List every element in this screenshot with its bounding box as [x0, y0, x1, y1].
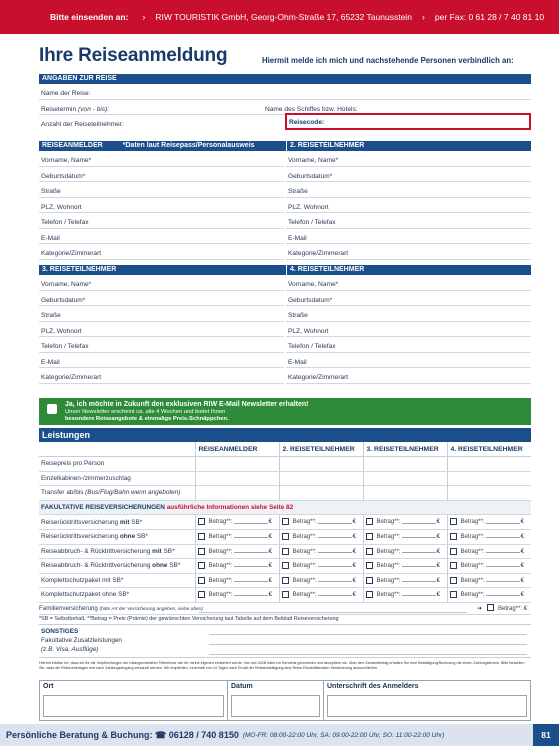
insurance-checkbox[interactable]: Betrag**: €: [195, 559, 279, 574]
arrow-icon: ➜: [477, 604, 483, 612]
insurance-checkbox[interactable]: Betrag**: €: [447, 559, 531, 574]
insurance-checkbox[interactable]: Betrag**: €: [447, 544, 531, 559]
insurance-checkbox[interactable]: Betrag**: €: [363, 559, 447, 574]
insurance-checkbox[interactable]: Betrag**: €: [447, 573, 531, 588]
field-kategorie[interactable]: Kategorie/Zimmerart: [286, 244, 531, 260]
address: RIW TOURISTIK GmbH, Georg-Ohm-Straße 17, 65232 Taunusstein: [155, 12, 412, 22]
page-number: 81: [533, 724, 559, 746]
table-row: Reisepreis pro Person: [39, 457, 531, 472]
field-telefon[interactable]: Telefon / Telefax: [39, 213, 284, 229]
field-plz[interactable]: PLZ, Wohnort: [286, 322, 531, 338]
insurance-row: Reiseabbruch- & Rücktrittversicherung mit SB* Betrag**: € Betrag**: € Betrag**: € Betrag**: €: [39, 544, 531, 559]
field-geburtsdatum[interactable]: Geburtsdatum*: [39, 291, 284, 307]
reisecode-field[interactable]: Reisecode:: [285, 113, 531, 130]
insurance-checkbox[interactable]: Betrag**: €: [279, 515, 363, 530]
insurance-row: Komplettschutzpaket mit SB* Betrag**: € Betrag**: € Betrag**: € Betrag**: €: [39, 573, 531, 588]
field-geburtsdatum[interactable]: Geburtsdatum*: [286, 167, 531, 183]
field-reisetermin[interactable]: Reisetermin (von - bis): Name des Schiffes bzw. Hotels:: [39, 100, 531, 116]
field-vorname[interactable]: Vorname, Name*: [39, 151, 284, 167]
unterschrift-field[interactable]: Unterschrift des Anmelders: [324, 681, 530, 720]
newsletter-box: [39, 398, 531, 425]
newsletter-offer: besondere Reiseangebote & einmalige Preis-Schnäppchen.: [65, 416, 229, 422]
newsletter-checkbox[interactable]: [47, 404, 57, 414]
familie-row: Familienversicherung (bitte Art der Versicherung angeben, siehe oben) ➜ Betrag**: €: [39, 603, 531, 615]
section-teilnehmer-1-2: [39, 141, 531, 260]
insurance-checkbox[interactable]: Betrag**: €: [279, 530, 363, 545]
insurance-checkbox[interactable]: Betrag**: €: [363, 515, 447, 530]
insurance-checkbox[interactable]: Betrag**: €: [195, 544, 279, 559]
insurance-checkbox[interactable]: Betrag**: €: [195, 515, 279, 530]
insurance-checkbox[interactable]: Betrag**: €: [195, 530, 279, 545]
col-anmelder: REISEANMELDER: [195, 442, 279, 457]
field-email[interactable]: E-Mail: [286, 353, 531, 369]
field-telefon[interactable]: Telefon / Telefax: [286, 337, 531, 353]
field-reise-name[interactable]: Name der Reise:: [39, 84, 531, 100]
page-title: Ihre Reiseanmeldung: [39, 45, 228, 66]
t3-header: 3. REISETEILNEHMER: [42, 266, 117, 273]
arrow-icon: ›: [421, 12, 425, 22]
field-strasse[interactable]: Straße: [39, 182, 284, 198]
field-anzahl[interactable]: Anzahl der Reiseteilnehmer: Reisecode:: [39, 115, 531, 131]
field-geburtsdatum[interactable]: Geburtsdatum*: [286, 291, 531, 307]
ort-field[interactable]: Ort: [40, 681, 228, 720]
insurance-checkbox[interactable]: Betrag**: €: [279, 559, 363, 574]
field-strasse[interactable]: Straße: [286, 182, 531, 198]
t2-header: 2. REISETEILNEHMER: [286, 141, 531, 151]
newsletter-title: Ja, ich möchte in Zukunft den exklusiven RIW E-Mail Newsletter erhalten!: [65, 401, 309, 408]
insurance-row: Komplettschutzpaket ohne SB* Betrag**: € Betrag**: € Betrag**: € Betrag**: €: [39, 588, 531, 603]
field-vorname[interactable]: Vorname, Name*: [286, 275, 531, 291]
field-telefon[interactable]: Telefon / Telefax: [286, 213, 531, 229]
datum-field[interactable]: Datum: [228, 681, 324, 720]
insurance-checkbox[interactable]: Betrag**: €: [363, 588, 447, 603]
field-vorname[interactable]: Vorname, Name*: [286, 151, 531, 167]
section-leistungen: [39, 428, 531, 658]
insurance-footnote: *SB = Selbstbehalt, **Betrag = Preis (Prämie) der gewünschten Versicherung laut Tabelle auf dem Beiblatt Reiseversicherung: [39, 615, 339, 622]
page-subtitle: Hiermit melde ich mich und nachstehende Personen verbindlich an:: [262, 56, 514, 65]
insurance-checkbox[interactable]: Betrag**: €: [363, 530, 447, 545]
insurance-checkbox[interactable]: Betrag**: €: [195, 588, 279, 603]
field-strasse[interactable]: Straße: [286, 306, 531, 322]
fax: per Fax: 0 61 28 / 7 40 81 10: [434, 12, 545, 22]
table-row: Einzelkabinen-/zimmerzuschlag: [39, 471, 531, 486]
top-bar: [0, 0, 559, 34]
schiff-label: Name des Schiffes bzw. Hotels:: [265, 105, 358, 113]
field-kategorie[interactable]: Kategorie/Zimmerart: [39, 368, 284, 384]
field-kategorie[interactable]: Kategorie/Zimmerart: [286, 368, 531, 384]
section-teilnehmer-3-4: [39, 265, 531, 384]
sonstiges[interactable]: SONSTIGES Fakultative Zusatzleistungen (z.B. Visa, Ausflüge): [39, 624, 531, 658]
field-vorname[interactable]: Vorname, Name*: [39, 275, 284, 291]
insurance-table: [39, 515, 531, 603]
angaben-header: ANGABEN ZUR REISE: [39, 74, 531, 84]
insurance-checkbox[interactable]: Betrag**: €: [363, 544, 447, 559]
leistungen-table: [39, 442, 531, 515]
field-kategorie[interactable]: Kategorie/Zimmerart: [39, 244, 284, 260]
leistungen-header: Leistungen: [39, 428, 531, 442]
insurance-row: Reiserücktrittsversicherung ohne SB* Betrag**: € Betrag**: € Betrag**: € Betrag**: €: [39, 530, 531, 545]
table-row: Transfer ab/bis (Bus/Flug/Bahn wenn angeboten): [39, 486, 531, 501]
footer: Persönliche Beratung & Buchung: ☎ 06128 / 740 8150 (MO-FR: 08:00-22:00 Uhr, SA: 09:00-22:00 Uhr, SO: 11:00-22:00 Uhr): [0, 724, 559, 746]
field-plz[interactable]: PLZ, Wohnort: [286, 198, 531, 214]
section-angaben: [39, 74, 531, 131]
legal-text: Hiermit erkläre ich, dass ich für die Verpflichtungen der mitangemeldeten Teilnehmer wie für meine eigenen einstehen werde. Von den AGB habe ich Kenntnis genommen und akzeptiere sie. Über den Gesamtbetrag erhalten Sie eine Bestätigung/Rechnung mit einem Zahlungstermin. Bitte beachten Sie, dass die Reiseunterlagen erst nach Zahlungseingang versandt werden. Wir empfehlen, innerhalb von 14 Tagen nach Erhalt der Reisebestätigung eine Reise-Rücktrittskosten-Versicherung abzuschließen.: [39, 661, 525, 670]
col-t3: 3. REISETEILNEHMER: [363, 442, 447, 457]
field-email[interactable]: E-Mail: [39, 353, 284, 369]
insurance-checkbox[interactable]: Betrag**: €: [279, 544, 363, 559]
signature-block: [39, 680, 531, 721]
field-plz[interactable]: PLZ, Wohnort: [39, 322, 284, 338]
insurance-row: Reiserücktrittsversicherung mit SB* Betrag**: € Betrag**: € Betrag**: € Betrag**: €: [39, 515, 531, 530]
insurance-checkbox[interactable]: Betrag**: €: [195, 573, 279, 588]
phone-icon: ☎: [155, 729, 167, 740]
phone-number: 06128 / 740 8150: [168, 730, 239, 740]
insurance-checkbox[interactable]: Betrag**: €: [447, 588, 531, 603]
insurance-row: Reiseabbruch- & Rücktrittversicherung ohne SB* Betrag**: € Betrag**: € Betrag**: € Betrag**: €: [39, 559, 531, 574]
field-plz[interactable]: PLZ, Wohnort: [39, 198, 284, 214]
insurance-checkbox[interactable]: Betrag**: €: [279, 588, 363, 603]
insurance-checkbox[interactable]: Betrag**: €: [279, 573, 363, 588]
field-strasse[interactable]: Straße: [39, 306, 284, 322]
hours: (MO-FR: 08:00-22:00 Uhr, SA: 09:00-22:00 Uhr, SO: 11:00-22:00 Uhr): [242, 731, 445, 739]
arrow-icon: ›: [142, 12, 146, 22]
fakultativ-header: FAKULTATIVE REISEVERSICHERUNGEN ausführliche Informationen siehe Seite 82: [39, 500, 531, 515]
insurance-checkbox[interactable]: Betrag**: €: [363, 573, 447, 588]
familie-checkbox[interactable]: Betrag**: €: [487, 603, 527, 615]
insurance-checkbox[interactable]: Betrag**: €: [447, 530, 531, 545]
insurance-checkbox[interactable]: Betrag**: €: [447, 515, 531, 530]
col-t2: 2. REISETEILNEHMER: [279, 442, 363, 457]
send-label: Bitte einsenden an:: [50, 12, 129, 22]
field-geburtsdatum[interactable]: Geburtsdatum*: [39, 167, 284, 183]
field-telefon[interactable]: Telefon / Telefax: [39, 337, 284, 353]
t4-header: 4. REISETEILNEHMER: [286, 265, 531, 275]
newsletter-text: Unser Newsletter erscheint ca. alle 4 Wochen und bietet Ihnen: [65, 409, 226, 415]
col-t4: 4. REISETEILNEHMER: [447, 442, 531, 457]
field-email[interactable]: E-Mail: [39, 229, 284, 245]
field-email[interactable]: E-Mail: [286, 229, 531, 245]
anmelder-header: REISEANMELDER *Daten laut Reisepass/Personalausweis: [42, 142, 255, 149]
